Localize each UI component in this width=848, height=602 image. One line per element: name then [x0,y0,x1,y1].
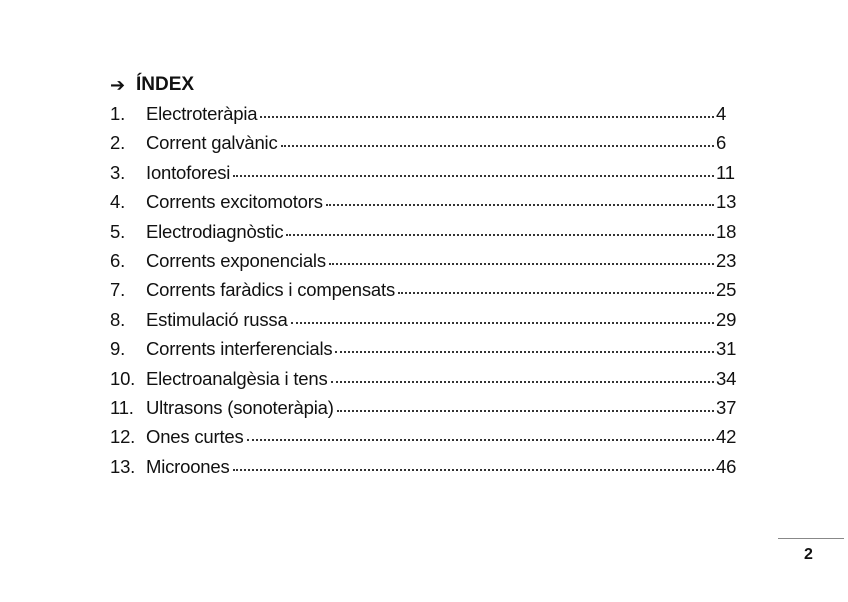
toc-dot-leader [233,175,714,177]
toc-entry-title: Iontoforesi [146,161,231,183]
toc-entry [110,132,742,161]
toc-entry-number: 13. [110,455,136,477]
toc-dot-leader [291,322,714,324]
toc-entry [110,426,742,455]
toc-entry-number: 8. [110,308,126,330]
toc-entry-title: Microones [146,455,230,477]
toc-entry-number: 2. [110,132,126,154]
toc-entry-number: 7. [110,279,126,301]
toc-entry-page: 29 [716,308,737,330]
toc-entry-page: 13 [716,191,737,213]
toc-dot-leader [260,116,714,118]
toc-entry-number: 5. [110,220,126,242]
toc-entry-title: Corrents excitomotors [146,191,323,213]
toc-dot-leader [233,469,714,471]
toc-entry [110,103,742,132]
toc-entry-title: Ones curtes [146,426,244,448]
toc-dot-leader [337,410,714,412]
toc-dot-leader [281,145,714,147]
page-number: 2 [804,546,813,563]
toc-entry-page: 31 [716,338,737,360]
table-of-contents [110,103,742,485]
toc-entry-number: 9. [110,338,126,360]
toc-entry-number: 6. [110,249,126,271]
toc-dot-leader [286,234,714,236]
toc-entry-title: Electroteràpia [146,103,258,124]
toc-entry-page: 42 [716,426,737,448]
toc-entry [110,309,742,338]
toc-dot-leader [398,292,714,294]
toc-entry-title: Corrents faràdics i compensats [146,279,395,301]
toc-entry-page: 4 [716,103,727,124]
toc-dot-leader [335,351,714,353]
toc-entry-title: Estimulació russa [146,308,288,330]
toc-entry-number: 12. [110,426,136,448]
toc-entry [110,368,742,397]
toc-entry-page: 23 [716,249,737,271]
index-heading [110,73,194,97]
toc-dot-leader [247,439,714,441]
toc-entry [110,250,742,279]
index-title: ÍNDEX [136,74,195,95]
toc-entry-page: 25 [716,279,737,301]
toc-entry-number: 3. [110,161,126,183]
toc-entry-title: Corrents exponencials [146,249,326,271]
toc-entry [110,338,742,367]
toc-entry-number: 10. [110,367,136,389]
toc-entry-page: 37 [716,396,737,418]
toc-entry [110,162,742,191]
toc-dot-leader [326,204,714,206]
footer-divider [778,538,844,539]
toc-entry-title: Corrent galvànic [146,132,278,154]
toc-entry-page: 6 [716,132,727,154]
toc-entry [110,279,742,308]
toc-entry [110,221,742,250]
toc-entry-title: Corrents interferencials [146,338,333,360]
toc-entry [110,397,742,426]
right-arrow-icon: ➔ [110,74,126,95]
toc-entry-title: Electrodiagnòstic [146,220,284,242]
toc-entry-page: 18 [716,220,737,242]
toc-entry-title: Electroanalgèsia i tens [146,367,328,389]
toc-entry-number: 11. [110,396,134,418]
toc-dot-leader [329,263,714,265]
toc-dot-leader [331,381,714,383]
toc-entry [110,456,742,485]
toc-entry [110,191,742,220]
toc-entry-number: 1. [110,103,126,124]
toc-entry-page: 46 [716,455,737,477]
toc-entry-page: 34 [716,367,737,389]
toc-entry-title: Ultrasons (sonoteràpia) [146,396,334,418]
toc-entry-page: 11 [716,161,735,183]
toc-entry-number: 4. [110,191,126,213]
